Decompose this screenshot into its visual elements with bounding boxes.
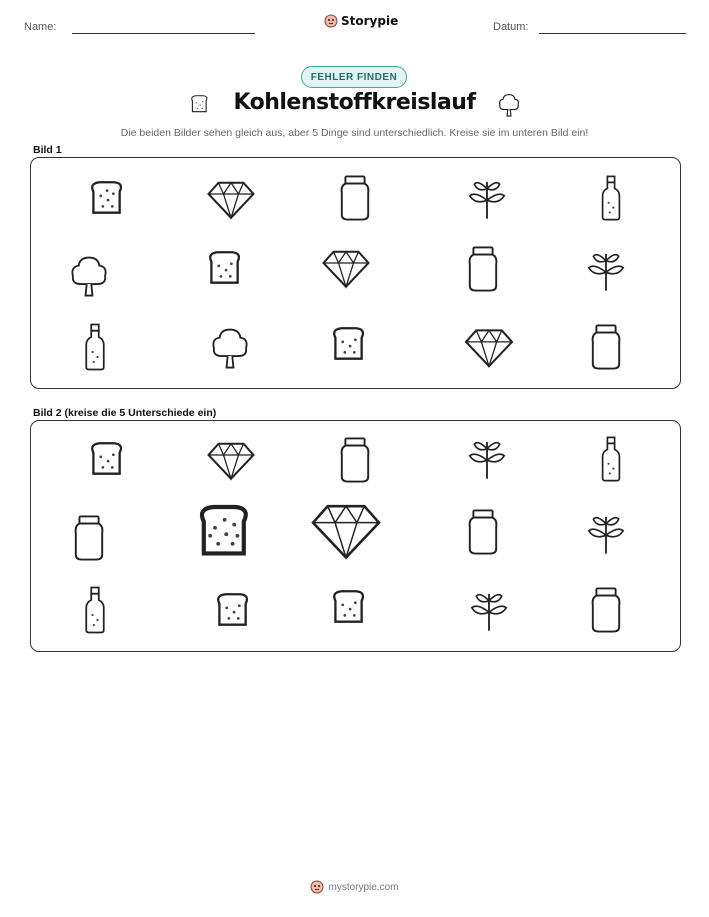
bread-icon [203,246,245,290]
tree-icon [66,250,112,302]
plant-icon [464,175,510,221]
jar-icon [337,174,373,222]
bread-icon[interactable] [85,437,127,481]
picture2-panel[interactable] [30,420,681,652]
brand-name: Storypie [341,14,399,28]
worksheet-type-badge: FEHLER FINDEN [301,66,407,88]
diamond-icon [463,324,515,370]
diamond-icon [206,176,256,222]
bread-icon[interactable] [327,585,369,629]
picture1-label: Bild 1 [33,144,62,156]
plant-icon [583,246,629,294]
jar-icon [588,322,624,372]
plant-icon[interactable] [583,509,629,557]
mascot-icon [324,14,338,28]
jar-icon[interactable] [71,513,107,563]
bottle-icon [598,174,624,222]
diamond-icon[interactable] [309,497,383,563]
page-title: Kohlenstoffkreislauf [233,90,476,115]
brand-logo [324,14,398,28]
plant-icon[interactable] [466,587,512,633]
plant-icon[interactable] [464,435,510,481]
tree-icon [495,92,523,118]
diamond-icon [321,245,371,291]
mascot-icon [310,880,324,894]
bottle-icon[interactable] [598,435,624,483]
bread-icon[interactable] [211,587,253,633]
date-line[interactable] [539,33,686,34]
name-line[interactable] [72,33,255,34]
name-label: Name: [24,21,57,33]
jar-icon[interactable] [588,585,624,635]
instructions: Die beiden Bilder sehen gleich aus, aber 5 Dinge sind unterschiedlich. Kreise sie im unteren Bild ein! [120,127,589,139]
jar-icon [465,244,501,294]
bottle-icon[interactable] [82,585,108,635]
footer-site-link[interactable]: mystorypie.com [328,881,399,893]
jar-icon[interactable] [337,435,373,485]
bottle-icon [82,322,108,372]
picture1-panel [30,157,681,389]
footer [0,880,709,894]
diamond-icon[interactable] [206,437,256,483]
tree-icon [207,322,253,374]
picture2-label: Bild 2 (kreise die 5 Unterschiede ein) [33,407,217,419]
bread-icon [327,322,369,366]
bread-icon [85,176,127,220]
bread-icon[interactable] [191,499,255,563]
jar-icon[interactable] [465,507,501,557]
date-label: Datum: [493,21,529,33]
